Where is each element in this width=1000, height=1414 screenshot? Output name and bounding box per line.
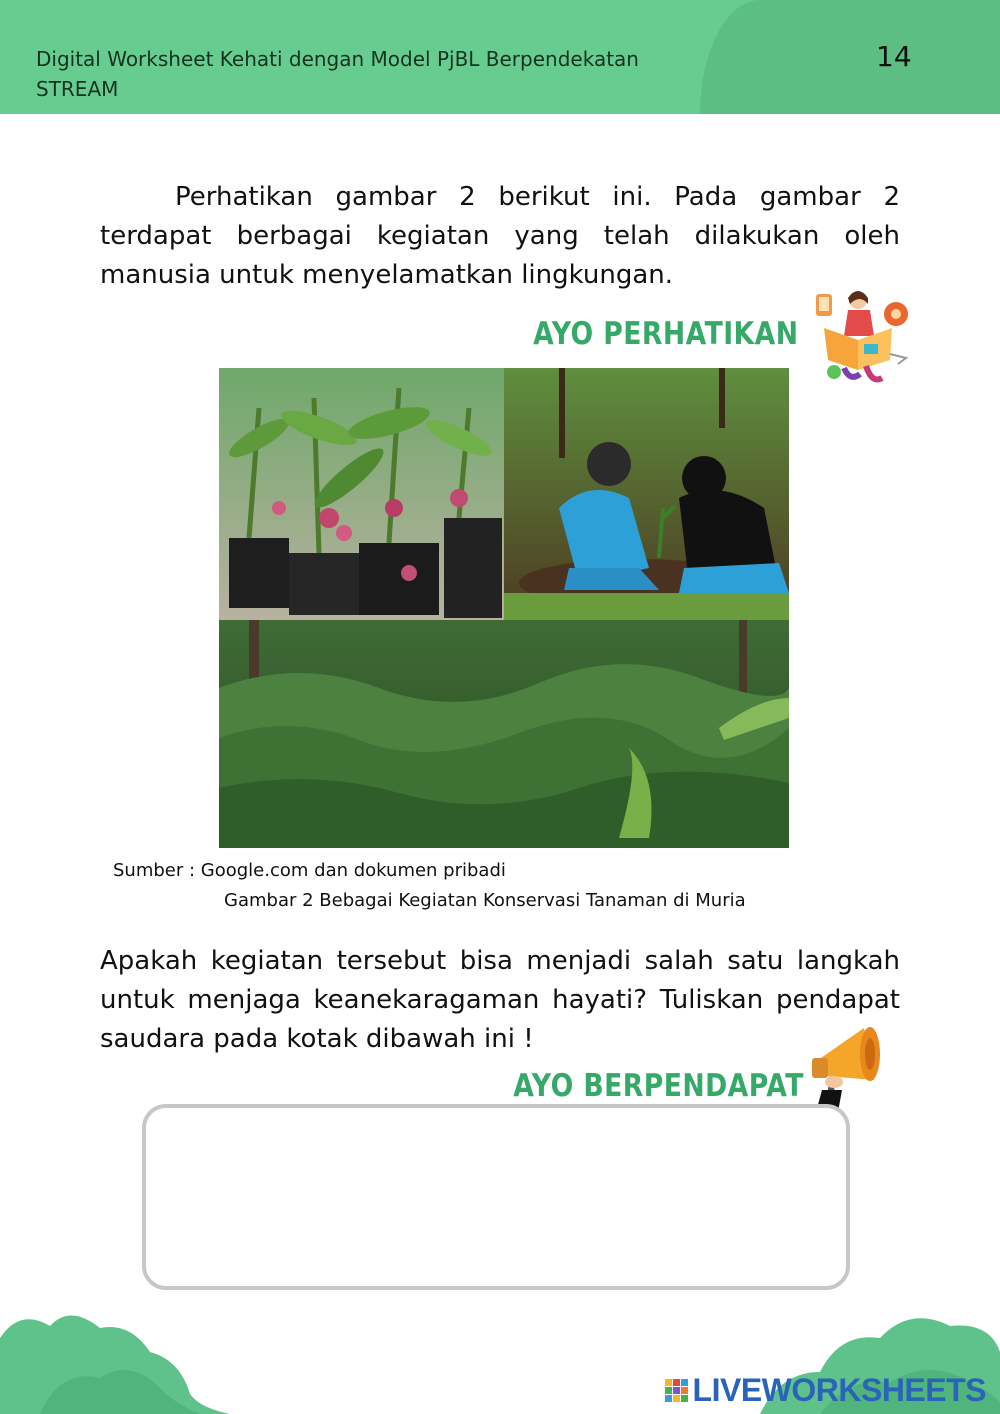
header-shade (700, 0, 1000, 114)
opinion-heading: AYO BERPENDAPAT (513, 1068, 804, 1104)
megaphone-icon (808, 1020, 890, 1112)
photo-potted-seedlings (219, 368, 504, 620)
observe-heading: AYO PERHATIKAN (532, 316, 798, 352)
photo-students-planting (504, 368, 789, 620)
left-bush-decoration (0, 1308, 250, 1414)
liveworksheets-logo-icon (665, 1379, 689, 1403)
answer-input[interactable] (146, 1108, 846, 1286)
photo-fern-forest (219, 620, 789, 848)
liveworksheets-brand (665, 1372, 986, 1409)
answer-box[interactable] (142, 1104, 850, 1290)
page-header (0, 0, 1000, 114)
worksheet-title: Digital Worksheet Kehati dengan Model PjBL Berpendekatan STREAM (36, 47, 639, 101)
figure-caption: Gambar 2 Bebagai Kegiatan Konservasi Tanaman di Muria (224, 890, 746, 911)
figure-source: Sumber : Google.com dan dokumen pribadi (113, 860, 506, 881)
question-paragraph: Apakah kegiatan tersebut bisa menjadi salah satu langkah untuk menjaga keanekaragaman hayati? Tuliskan pendapat saudara pada kotak dibawah ini ! (100, 946, 900, 1054)
conservation-photo-collage (219, 368, 789, 848)
brand-name: LIVEWORKSHEETS (692, 1372, 986, 1408)
intro-paragraph: Perhatikan gambar 2 berikut ini. Pada gambar 2 terdapat berbagai kegiatan yang telah dilakukan oleh manusia untuk menyelamatkan lingkungan. (100, 182, 900, 290)
reading-girl-icon (810, 284, 910, 388)
page-number: 14 (876, 40, 912, 73)
